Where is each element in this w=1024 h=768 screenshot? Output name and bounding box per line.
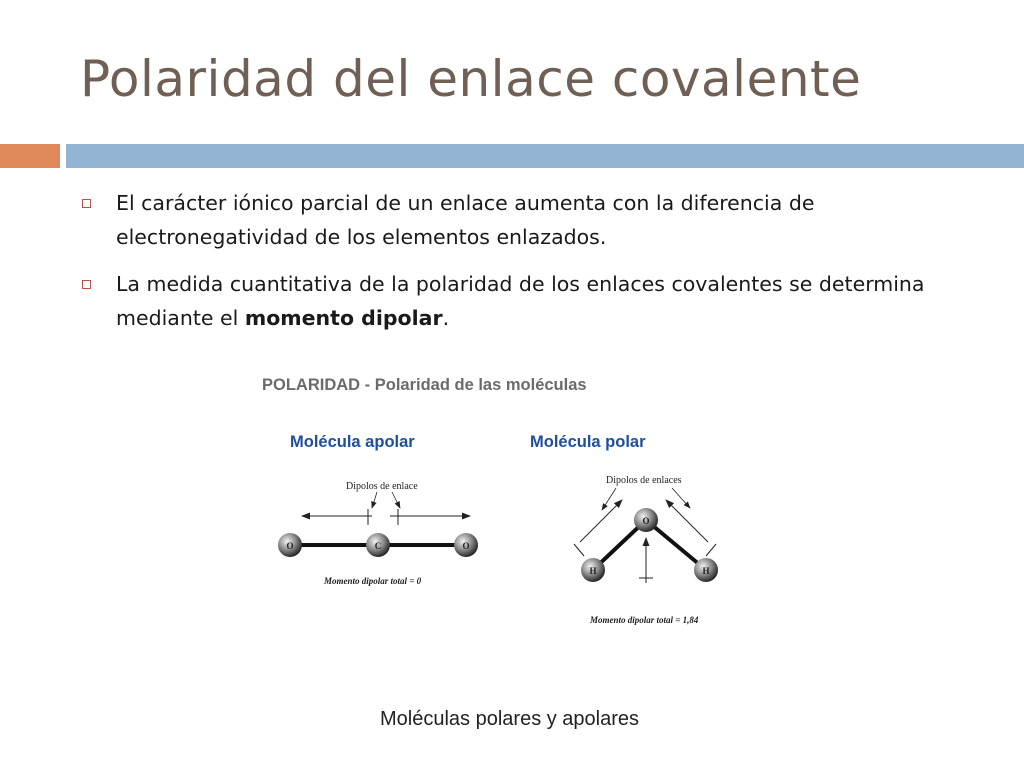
atom-h-right: [694, 558, 718, 582]
molecule-diagram: [240, 360, 740, 660]
apolar-molecule: [278, 481, 478, 586]
atom-c: [366, 533, 390, 557]
bullet-item: [78, 186, 938, 254]
atom-h-left: [581, 558, 605, 582]
apolar-moment-label: Momento dipolar total = 0: [324, 576, 422, 586]
slide-title: Polaridad del enlace covalente: [80, 50, 862, 108]
figure-caption: Moléculas polares y apolares: [380, 708, 640, 730]
atom-o-left: [278, 533, 302, 557]
bullet-item: [78, 267, 938, 335]
polar-title: Molécula polar: [530, 433, 646, 451]
svg-text:H: H: [589, 566, 597, 576]
header-bar: [66, 144, 1024, 168]
polarity-figure: [240, 360, 740, 660]
svg-text:C: C: [374, 541, 382, 551]
apolar-dipole-label: Dipolos de enlace: [346, 481, 418, 492]
square-bullet-icon: [82, 280, 91, 289]
svg-text:H: H: [702, 566, 710, 576]
bullet-bold-term: momento dipolar: [244, 306, 443, 330]
figure-title: POLARIDAD - Polaridad de las moléculas: [262, 376, 587, 394]
polar-moment-label: Momento dipolar total = 1,84: [590, 615, 699, 625]
apolar-title: Molécula apolar: [290, 433, 415, 451]
header-accent-bar: [0, 144, 60, 168]
bullet-list: [78, 186, 938, 348]
svg-text:O: O: [286, 541, 294, 551]
svg-text:O: O: [462, 541, 470, 551]
atom-o-center: [634, 508, 658, 532]
polar-molecule: [574, 475, 718, 625]
square-bullet-icon: [82, 199, 91, 208]
svg-text:O: O: [642, 516, 650, 526]
bullet-text: La medida cuantitativa de la polaridad de los enlaces covalentes se determina mediante el: [116, 272, 925, 330]
bullet-text-end: .: [442, 306, 450, 330]
atom-o-right: [454, 533, 478, 557]
bullet-text: El carácter iónico parcial de un enlace aumenta con la diferencia de electronegatividad de los elementos enlazados.: [116, 191, 815, 249]
polar-dipole-label: Dipolos de enlaces: [606, 475, 682, 486]
